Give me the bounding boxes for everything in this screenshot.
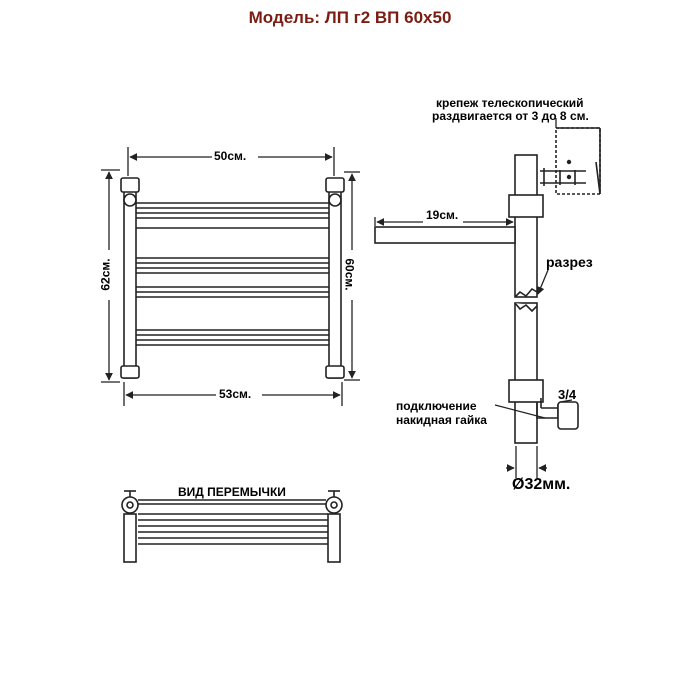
- upper-fitting: [509, 195, 543, 217]
- side-riser-upper: [515, 155, 537, 297]
- bracket-note-line1: крепеж телескопический: [436, 96, 584, 110]
- dim-width-bottom: 53см.: [219, 387, 252, 401]
- right-top-knob: [329, 194, 341, 206]
- cut-label: разрез: [546, 254, 593, 270]
- rungs: [136, 203, 329, 345]
- right-riser: [329, 183, 341, 378]
- lower-fitting: [509, 380, 543, 402]
- connection-line2: накидная гайка: [396, 413, 487, 427]
- left-bottom-cap: [121, 366, 139, 378]
- front-view: [121, 178, 344, 378]
- dim-height-left: 62см.: [98, 258, 113, 291]
- jumper-view-label: ВИД ПЕРЕМЫЧКИ: [178, 485, 286, 499]
- wall-bracket-box: [556, 128, 600, 194]
- diameter-label: Ø32мм.: [512, 476, 571, 493]
- model-title: Модель: ЛП г2 ВП 60х50: [248, 8, 452, 27]
- bracket-note-line2: раздвигается от 3 до 8 см.: [432, 109, 589, 123]
- connection-line1: подключение: [396, 399, 477, 413]
- connection-nut: [558, 402, 578, 429]
- front-dimensions: [98, 147, 360, 406]
- left-jumper-nut: [122, 497, 138, 513]
- right-bottom-cap: [326, 366, 344, 378]
- dim-height-right: 60см.: [342, 258, 357, 291]
- jumper-view: [122, 491, 342, 562]
- dim-depth: 19см.: [426, 208, 459, 222]
- right-top-cap: [326, 178, 344, 192]
- dim-width-top: 50см.: [214, 149, 247, 163]
- left-top-knob: [124, 194, 136, 206]
- depth-arm: [375, 227, 515, 243]
- thread-label: 3/4: [558, 387, 577, 402]
- right-jumper-nut: [326, 497, 342, 513]
- left-riser: [124, 183, 136, 378]
- left-top-cap: [121, 178, 139, 192]
- side-riser-lower: [515, 303, 537, 443]
